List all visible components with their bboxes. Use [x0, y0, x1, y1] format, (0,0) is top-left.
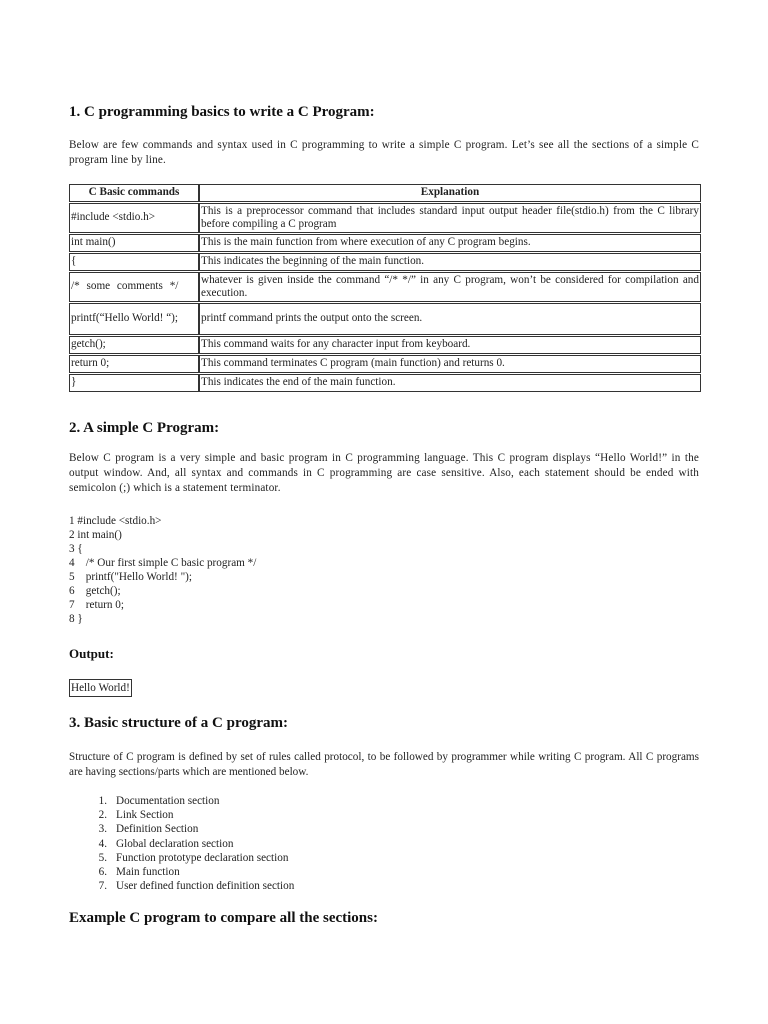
command-cell: return 0;	[69, 355, 199, 373]
list-item	[69, 865, 294, 879]
list-text: User defined function definition section	[116, 880, 295, 893]
code-line: 3 {	[69, 543, 83, 555]
table-header-explanation: Explanation	[199, 184, 701, 202]
command-cell: int main()	[69, 234, 199, 252]
explanation-cell: whatever is given inside the command “/* */” in any C program, won’t be considered for compilation and execution.	[199, 272, 701, 302]
explanation-cell: This indicates the end of the main function.	[199, 374, 701, 392]
list-text: Function prototype declaration section	[116, 851, 289, 864]
list-text: Global declaration section	[116, 837, 234, 850]
code-line: 7 return 0;	[69, 599, 124, 611]
list-text: Documentation section	[116, 795, 220, 807]
list-number: 2.	[98, 809, 107, 822]
list-number: 1.	[98, 795, 107, 807]
section-1-heading: 1. C programming basics to write a C Program:	[69, 104, 375, 120]
list-text: Definition Section	[116, 823, 199, 836]
list-item	[69, 879, 294, 893]
list-item	[69, 837, 294, 851]
explanation-cell: This is the main function from where execution of any C program begins.	[199, 234, 701, 252]
command-cell: getch();	[69, 336, 199, 354]
output-label: Output:	[69, 646, 114, 661]
code-line: 1 #include <stdio.h>	[69, 515, 162, 527]
section-3-heading: 3. Basic structure of a C program:	[69, 715, 288, 731]
code-line: 4 /* Our first simple C basic program */	[69, 557, 257, 569]
list-item	[69, 822, 294, 836]
list-number: 5.	[98, 851, 107, 864]
explanation-cell: printf command prints the output onto the screen.	[199, 303, 701, 335]
explanation-cell: This command waits for any character input from keyboard.	[199, 336, 701, 354]
code-line: 5 printf("Hello World! ");	[69, 571, 192, 583]
table-row	[69, 253, 701, 271]
list-text: Main function	[116, 866, 180, 879]
command-cell: /* some comments */	[69, 272, 199, 302]
table-row	[69, 374, 701, 392]
explanation-cell: This command terminates C program (main function) and returns 0.	[199, 355, 701, 373]
list-item	[69, 851, 294, 865]
code-line: 6 getch();	[69, 585, 121, 597]
table-row	[69, 234, 701, 252]
table-row	[69, 355, 701, 373]
table-row	[69, 272, 701, 302]
command-cell: {	[69, 253, 199, 271]
list-item	[69, 808, 294, 822]
structure-sections-list	[69, 794, 294, 893]
code-listing	[69, 514, 256, 626]
explanation-cell: This indicates the beginning of the main function.	[199, 253, 701, 271]
list-number: 6.	[98, 866, 107, 879]
table-header-row	[69, 184, 701, 202]
list-item	[69, 794, 294, 808]
command-cell: #include <stdio.h>	[69, 203, 199, 233]
section-3-intro: Structure of C program is defined by set of rules called protocol, to be followed by programmer while writing C program. All C programs are having sections/parts which are mentioned below.	[69, 751, 699, 778]
command-cell: printf(“Hello World! “);	[69, 303, 199, 335]
section-4-heading: Example C program to compare all the sections:	[69, 910, 378, 926]
section-2-intro: Below C program is a very simple and basic program in C programming language. This C program displays “Hello World!” in the output window. And, all syntax and commands in C programming are case sensitive. Also, each statement should be ended with semicolon (;) which is a statement terminator.	[69, 452, 699, 494]
section-2-heading: 2. A simple C Program:	[69, 420, 220, 436]
explanation-cell: This is a preprocessor command that includes standard input output header file(stdio.h) from the C library before compiling a C program	[199, 203, 701, 233]
c-commands-table	[69, 183, 701, 393]
list-number: 7.	[98, 880, 107, 893]
command-cell: }	[69, 374, 199, 392]
list-text: Link Section	[116, 809, 174, 822]
table-row	[69, 303, 701, 335]
output-box: Hello World!	[69, 679, 132, 697]
table-row	[69, 336, 701, 354]
list-number: 4.	[98, 837, 107, 850]
code-line: 2 int main()	[69, 529, 122, 541]
list-number: 3.	[98, 823, 107, 836]
table-row	[69, 203, 701, 233]
section-1-intro: Below are few commands and syntax used in C programming to write a simple C program. Let’s see all the sections of a simple C program line by line.	[69, 139, 699, 166]
table-header-commands: C Basic commands	[69, 184, 199, 202]
code-line: 8 }	[69, 613, 83, 625]
